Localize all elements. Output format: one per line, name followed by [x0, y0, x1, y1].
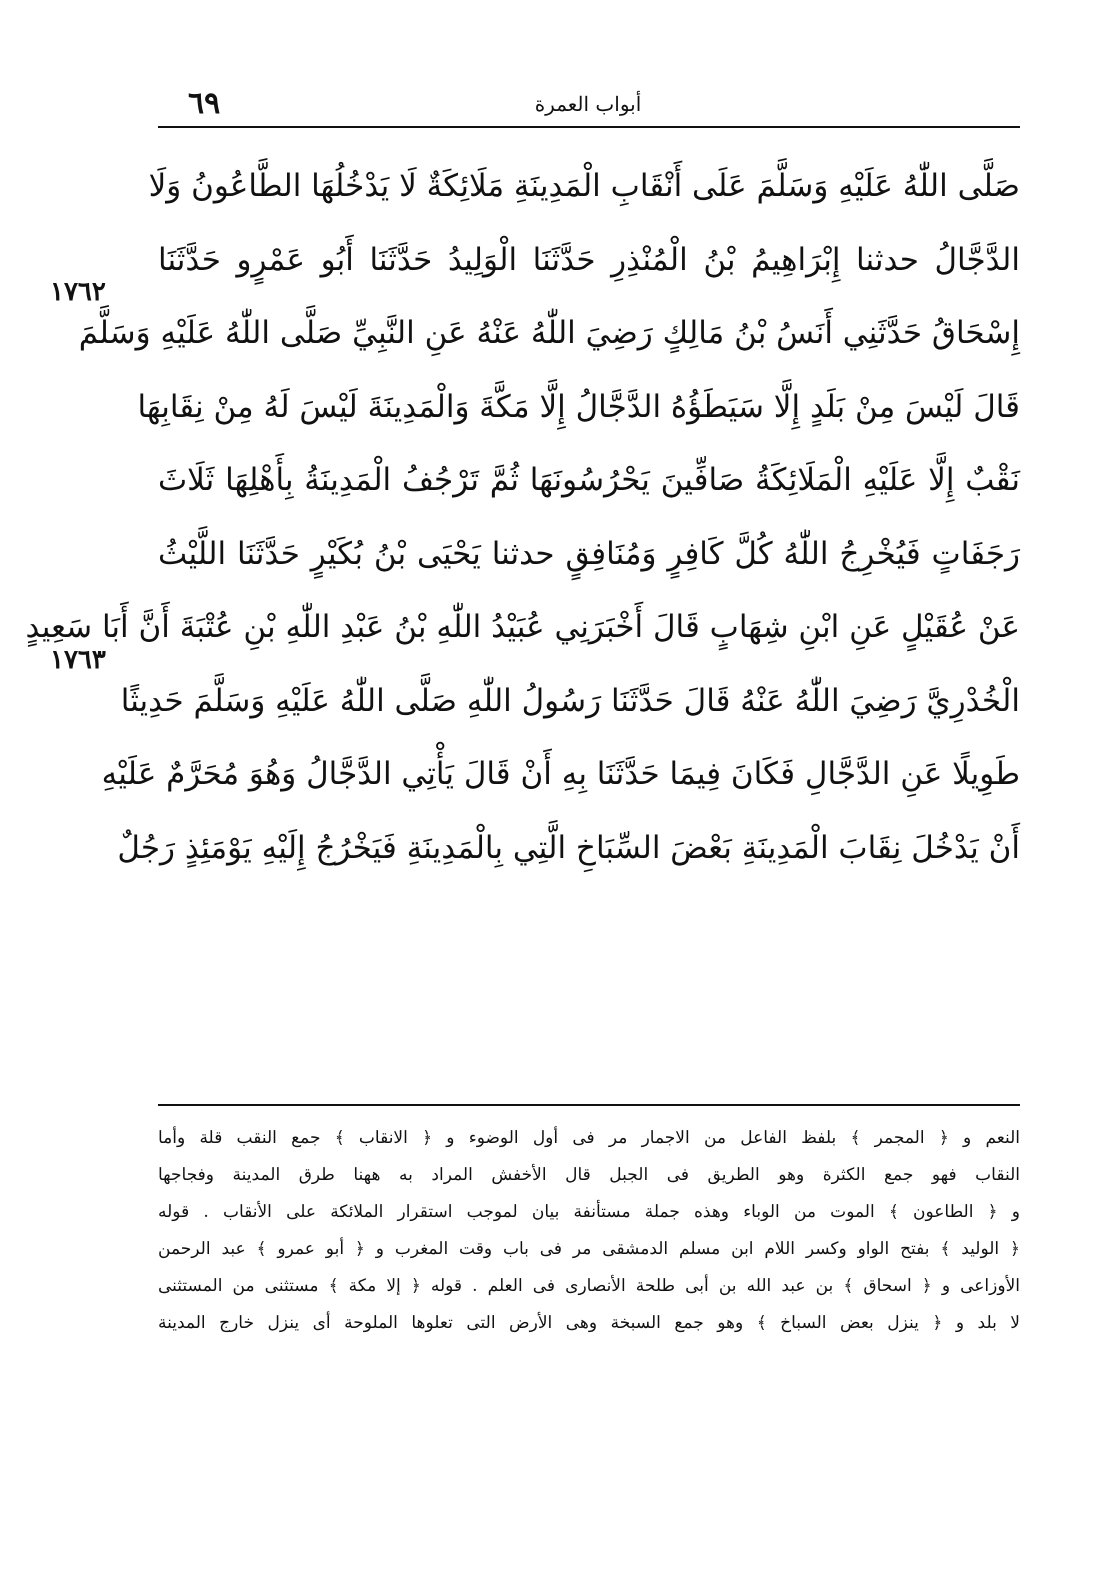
footnote-line: النعم و ﴿ المجمر ﴾ بلفظ الفاعل من الاجمار مر فى أول الوضوء و ﴿ الانقاب ﴾ جمع النقب قلة وأما	[158, 1128, 1020, 1148]
header-rule	[158, 126, 1020, 128]
main-text-line: صَلَّى اللّٰهُ عَلَيْهِ وَسَلَّمَ عَلَى أَنْقَابِ الْمَدِينَةِ مَلَائِكَةٌ لَا يَدْخُلُهَا الطَّاعُونُ وَلَا	[148, 168, 1020, 204]
footnote-line: لا بلد و ﴿ ينزل بعض السباخ ﴾ وهو جمع السبخة وهى الأرض التى تعلوها الملوحة أى ينزل خارج المدينة	[158, 1313, 1020, 1333]
main-text-line: طَوِيلًا عَنِ الدَّجَّالِ فَكَانَ فِيمَا حَدَّثَنَا بِهِ أَنْ قَالَ يَأْتِي الدَّجَّالُ وَهُوَ مُحَرَّمٌ عَلَيْهِ	[101, 756, 1020, 792]
main-text-line: إِسْحَاقُ حَدَّثَنِي أَنَسُ بْنُ مَالِكٍ رَضِيَ اللّٰهُ عَنْهُ عَنِ النَّبِيِّ صَلَّى اللّٰهُ عَلَيْهِ وَسَلَّمَ	[78, 315, 1020, 351]
main-text-line: الْخُدْرِيَّ رَضِيَ اللّٰهُ عَنْهُ قَالَ حَدَّثَنَا رَسُولُ اللّٰهِ صَلَّى اللّٰهُ عَلَيْهِ وَسَلَّمَ حَدِيثًا	[120, 682, 1020, 719]
main-text-line: الدَّجَّالُ حدثنا إِبْرَاهِيمُ بْنُ الْمُنْذِرِ حَدَّثَنَا الْوَلِيدُ حَدَّثَنَا أَبُو عَمْرٍو حَدَّثَنَا	[158, 241, 1020, 278]
footnotes-block	[158, 1120, 1020, 1342]
footnote-rule	[158, 1104, 1020, 1106]
footnote-line: الأوزاعى و ﴿ اسحاق ﴾ بن عبد الله بن أبى طلحة الأنصارى فى العلم . قوله ﴿ إلا مكة ﴾ مستثنى من المستثنى	[158, 1276, 1020, 1296]
main-text-line: عَنْ عُقَيْلٍ عَنِ ابْنِ شِهَابٍ قَالَ أَخْبَرَنِي عُبَيْدُ اللّٰهِ بْنُ عَبْدِ اللّٰهِ بْنِ عُتْبَةَ أَنَّ أَبَا سَعِيدٍ	[25, 609, 1020, 645]
footnote-line: و ﴿ الطاعون ﴾ الموت من الوباء وهذه جملة مستأنفة بيان لموجب استقرار الملائكة على الأنقاب . قوله	[158, 1202, 1020, 1222]
footnote-line: ﴿ الوليد ﴾ بفتح الواو وكسر اللام ابن مسلم الدمشقى مر فى باب وقت المغرب و ﴿ أبو عمرو ﴾ عبد الرحمن	[158, 1239, 1020, 1259]
running-title: أبواب العمرة	[534, 92, 642, 116]
page-number: ٦٩	[188, 86, 221, 121]
page-header	[158, 84, 1018, 126]
main-text-line: قَالَ لَيْسَ مِنْ بَلَدٍ إِلَّا سَيَطَؤُهُ الدَّجَّالُ إِلَّا مَكَّةَ وَالْمَدِينَةَ لَيْسَ لَهُ مِنْ نِقَابِهَا	[137, 388, 1020, 425]
hadith-number-1763: ١٧٦٣	[50, 645, 106, 675]
main-text-line: رَجَفَاتٍ فَيُخْرِجُ اللّٰهُ كُلَّ كَافِرٍ وَمُنَافِقٍ حدثنا يَحْيَى بْنُ بُكَيْرٍ حَدَّثَنَا اللَّيْثُ	[158, 535, 1020, 572]
footnote-line: النقاب فهو جمع الكثرة وهو الطريق فى الجبل قال الأخفش المراد به ههنا طرق المدينة وفجاجها	[158, 1165, 1020, 1185]
main-text-line: أَنْ يَدْخُلَ نِقَابَ الْمَدِينَةِ بَعْضَ السِّبَاخِ الَّتِي بِالْمَدِينَةِ فَيَخْرُجُ إِلَيْهِ يَوْمَئِذٍ رَجُلٌ	[117, 829, 1020, 866]
main-text-line: نَقْبٌ إِلَّا عَلَيْهِ الْمَلَائِكَةُ صَافِّينَ يَحْرُسُونَهَا ثُمَّ تَرْجُفُ الْمَدِينَةُ بِأَهْلِهَا ثَلَاثَ	[158, 462, 1020, 498]
hadith-number-1762: ١٧٦٢	[50, 277, 106, 307]
